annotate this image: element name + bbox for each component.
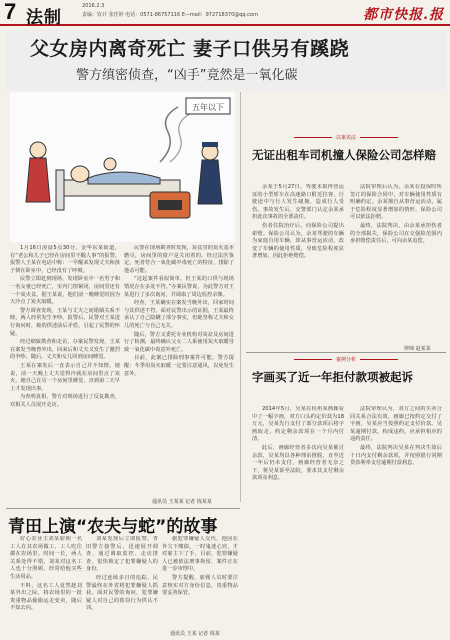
section-name: 法制 bbox=[26, 8, 62, 28]
issue-date: 2016.2.3 bbox=[82, 3, 105, 9]
review-paragraph: 2014年5月，吴某在杭州某画廊看中了一幅字画，双方口头约定价款为18万元，吴某先行支付了部分款项后将字画取走，约定剩余款项在一个月内付清。 bbox=[252, 406, 344, 443]
lead-body-paragraph: 警方调查发现，王某与丈夫之间婚姻关系不睦，两人经常发生争吵。报警后，民警对王某进行询问时，她的供述前后矛盾，引起了民警的怀疑。 bbox=[10, 307, 120, 337]
lead-body-paragraph: 经过细致勘查和走访，办案民警发现，王某在案发当晚曾外出，回来后和丈夫又发生了激烈的争吵。随后，丈夫和女儿回到房间睡觉。 bbox=[10, 339, 120, 361]
sidebar-kicker: 以案说法 bbox=[246, 134, 446, 141]
masthead bbox=[0, 0, 450, 26]
second-story-paragraph: 刘某发现后立即报警。青田警方接警后，迅速展开调查，通过调取监控、走访排查，很快锁定了犯罪嫌疑人的身份。 bbox=[86, 536, 158, 573]
second-story-paragraph: 不料，这名工人竟然趁刘某外出之际，将农场里的一批贵重物品偷偷运走变卖，随后不知去向。 bbox=[10, 582, 82, 612]
sidebar-paragraph: 伤者住院治疗后，向保险公司提出索赔。保险公司认为，余某驾驶的车辆为家庭自用车辆，却从事营运活动，改变了车辆的使用性质，导致危险程度显著增加，因此拒绝赔偿。 bbox=[252, 222, 344, 260]
cartoon-illustration bbox=[10, 92, 235, 242]
lead-subheadline: 警方缜密侦查，“凶手”竟然是一氧化碳 bbox=[76, 68, 298, 83]
page-number: 7 bbox=[4, 0, 17, 24]
sidebar-divider bbox=[246, 352, 446, 353]
lead-headline: 父女房内离奇死亡 妻子口供另有蹊跷 bbox=[30, 38, 350, 60]
sidebar-byline: 律师 赵某某 bbox=[404, 346, 431, 352]
sidebar-paragraph: 法院审理后认为，余某在投保时所签订的保险合同中，对车辆使用性质有明确约定。余某擅自从事营运活动，属于危险程度显著增加的情形，保险公司可以依法拒赔。 bbox=[350, 184, 442, 221]
sidebar-paragraph: 最终，法院判决，由余某承担伤者的全部损失，保险公司在交强险范围内承担赔偿责任后，可向余某追偿。 bbox=[350, 222, 442, 245]
second-story-byline: 通讯员 王某 记者 钱某 bbox=[170, 631, 220, 637]
editor-contact: 责编：钦计 张佳婷 电话：0571-86757116 E—mail：972718370@qq.com bbox=[82, 12, 258, 18]
second-story-column-2 bbox=[86, 536, 158, 636]
review-body-column-1 bbox=[252, 406, 344, 636]
lead-body-paragraph: 民警在现场勘查时发现，炭盆里的炭火基本燃尽，房间里的窗户是关闭着的。经过法医鉴定，死者符合一氧化碳中毒死亡的特征，排除了他杀可能。 bbox=[124, 245, 234, 274]
newspaper-logo: 都市快报.报 bbox=[363, 7, 444, 23]
second-story-paragraph: 经过连续多日的追踪，民警最终在外省将犯罪嫌疑人抓获。面对民警的询问，犯罪嫌疑人对自己的盗窃行为供认不讳。 bbox=[86, 574, 158, 612]
review-paragraph: 最终，法院判决吴某在判决生效后十日内支付剩余款项，并按照银行同期贷款利率支付逾期付款利息。 bbox=[350, 444, 442, 467]
review-paragraph: 此后，画廊经营者多次向吴某催讨余款，吴某均以各种理由推脱，直至近一年后仍未支付。画廊经营者无奈之下，将吴某诉至法院，要求其支付剩余款项及利息。 bbox=[252, 444, 344, 482]
lead-body-column-2 bbox=[124, 245, 234, 497]
lead-body-paragraph: 目前，此案已排除刑事案件可能。警方提醒：冬季用炭火取暖一定要注意通风，以免发生意外。 bbox=[124, 355, 234, 377]
sidebar-paragraph: 余某于5月27日，驾驶未取得营运证的小型轿车在高速路口附近拉客，行驶途中与行人发生碰撞，造成行人受伤。事故发生后，交警部门认定余某承担此次事故的全部责任。 bbox=[252, 184, 344, 221]
review-headline: 字画买了近一年拒付款项被起诉 bbox=[252, 370, 413, 384]
lead-body-column-1 bbox=[10, 245, 120, 497]
lead-body-paragraph: “这起案件看似简单，但王某的口供与现场情况存在多处不符。”办案民警说，为此警方对王某进行了多次询问，并调取了周边监控录像。 bbox=[124, 276, 234, 298]
lead-byline: 通讯员 王某某 记者 钱某某 bbox=[152, 499, 212, 505]
sidebar-headline: 无证出租车司机撞人保险公司怎样赔 bbox=[252, 148, 436, 162]
lead-body-paragraph: 民警立即赶到现场，发现卧室中一名男子和一名女童已经死亡，室内门窗紧闭，房间里还有一个炭火盆。据王某说，他们前一晚睡觉时因为天冷点了炭火取暖。 bbox=[10, 276, 120, 306]
second-story-headline: 青田上演“农夫与蛇”的故事 bbox=[8, 517, 218, 537]
story-divider bbox=[6, 508, 240, 509]
second-story-paragraph: 好心农业主刘某雇佣一名工人在其农场做工，工人吃住都在农场里。时间一长，两人关系处得不错，刘某对这名工人也十分照顾，经常给他买些生活用品。 bbox=[10, 536, 82, 580]
sidebar-body-column-2 bbox=[350, 184, 442, 344]
lead-body-paragraph: 1月16日凌晨5点30分，金华东某街道，有“老公和儿子已经在房间里不醒人事”的报警。报警人王某在电话中称：一早醒来发现丈夫和孩子倒在卧室中，已经没有了呼吸。 bbox=[10, 245, 120, 274]
illustration-label: 五年以下 bbox=[192, 103, 224, 112]
review-kicker: 案例分析 bbox=[246, 356, 446, 363]
lead-illustration bbox=[10, 92, 235, 242]
second-story-paragraph: 据犯罪嫌疑人交代，他因在外欠下赌债，一时鬼迷心窍，才对雇主下了手。目前，犯罪嫌疑人已被依法刑事拘留，案件正在进一步审理中。 bbox=[162, 536, 238, 573]
second-story-column-1 bbox=[10, 536, 82, 636]
lead-body-paragraph: 为查明真相，警方对现场进行了反复勘查，对相关人员展开走访。 bbox=[10, 394, 120, 408]
lead-body-paragraph: 随后，警方又委托专业机构对炭盆及房间进行了检测，最终确认父女二人系使用炭火取暖导致一氧化碳中毒意外死亡。 bbox=[124, 331, 234, 353]
column-divider bbox=[240, 92, 241, 502]
second-story-column-3 bbox=[162, 536, 238, 628]
review-body-column-2 bbox=[350, 406, 442, 636]
lead-body-paragraph: 王某在案发后一直表示自己并不知情。她说，前一天晚上丈夫觉得冷就在房间里点了炭火，她自己在另一个房间里睡觉，直到第二天早上才发现出事。 bbox=[10, 362, 120, 392]
review-paragraph: 法院审理认为，双方之间的买卖合同关系合法有效，画廊已按约定交付了字画，吴某应当按照约定支付价款。吴某逾期付款，构成违约，应承担相应的违约责任。 bbox=[350, 406, 442, 443]
sidebar-body-column-1 bbox=[252, 184, 344, 344]
lead-body-paragraph: 经查，王某确实在案发当晚外出，回家时间与其供述不符。面对民警出示的证据，王某最终承认了自己隐瞒了部分事实，但她坚称丈夫和女儿的死亡与自己无关。 bbox=[124, 300, 234, 329]
lead-headline-block bbox=[6, 30, 446, 90]
second-story-paragraph: 警方提醒，雇佣人员时要注意核实对方身份信息，贵重物品要妥善保管。 bbox=[162, 574, 238, 597]
